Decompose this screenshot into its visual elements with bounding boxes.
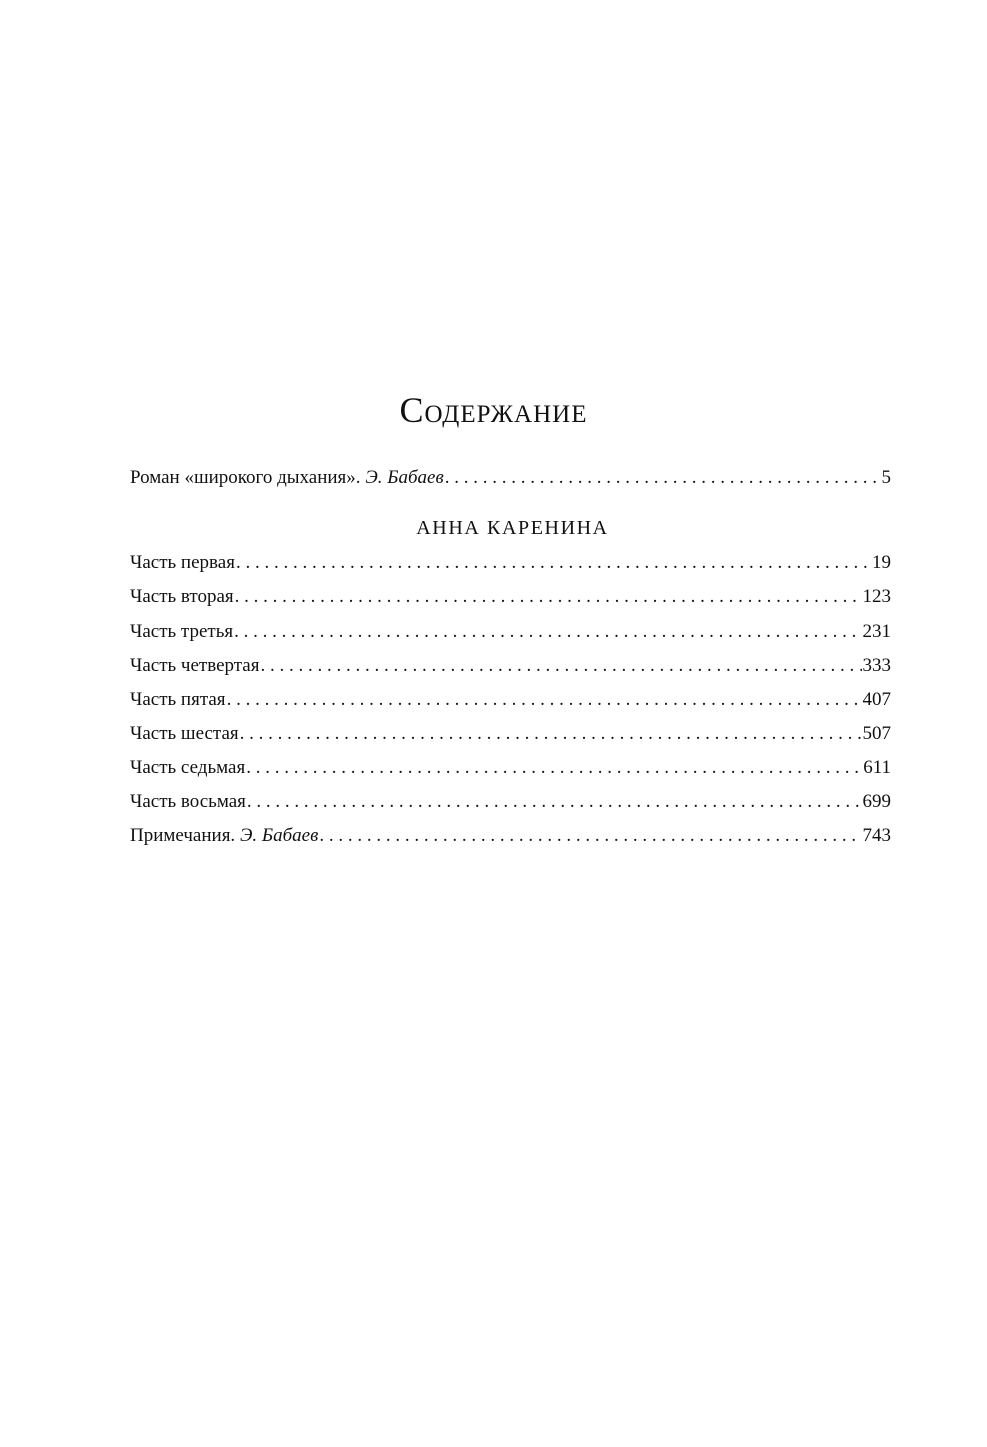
toc-entry-author: Э. Бабаев <box>239 825 319 846</box>
toc-entry-label: Часть первая <box>130 552 235 573</box>
toc-entry-intro[interactable] <box>130 465 891 491</box>
dot-leader <box>240 721 862 747</box>
toc-entry-label: Часть шестая <box>130 723 239 744</box>
dot-leader <box>234 619 861 645</box>
dot-leader <box>260 653 861 679</box>
toc-entry-page: 743 <box>862 825 891 846</box>
toc-entry-title: Примечания. <box>130 825 236 846</box>
dot-leader <box>236 550 871 576</box>
dot-leader <box>246 755 862 781</box>
toc-entry-part-8[interactable] <box>130 789 891 815</box>
toc-entry-label: Часть седьмая <box>130 757 246 778</box>
toc-entry-page: 5 <box>881 467 891 488</box>
toc-entry-notes[interactable] <box>130 823 891 849</box>
toc-entry-page: 507 <box>862 723 891 744</box>
toc-entry-page: 231 <box>862 621 891 642</box>
toc-entry-page: 611 <box>863 757 891 778</box>
toc-entry-author: Э. Бабаев <box>365 467 444 488</box>
toc-entry-part-7[interactable] <box>130 755 891 781</box>
toc-entry-part-6[interactable] <box>130 721 891 747</box>
toc-entry-part-1[interactable] <box>130 550 891 576</box>
toc-entry-part-2[interactable] <box>130 584 891 610</box>
page-title: Содержание <box>399 390 588 430</box>
dot-leader <box>235 584 862 610</box>
dot-leader <box>247 789 862 815</box>
toc-entry-page: 407 <box>862 689 891 710</box>
toc-entry-part-5[interactable] <box>130 687 891 713</box>
toc-entry-label: Часть вторая <box>130 586 234 607</box>
toc-entry-part-3[interactable] <box>130 619 891 645</box>
dot-leader <box>227 687 862 713</box>
section-heading: АННА КАРЕНИНА <box>416 517 609 539</box>
toc-entry-page: 19 <box>872 552 891 573</box>
toc-entry-part-4[interactable] <box>130 653 891 679</box>
toc-entry-title: Роман «широкого дыхания». <box>130 467 361 488</box>
toc-entry-label: Часть третья <box>130 621 234 642</box>
toc-entry-page: 333 <box>862 655 891 676</box>
toc-entry-label <box>130 823 318 849</box>
toc-entry-page: 699 <box>862 791 891 812</box>
dot-leader <box>445 465 881 491</box>
toc-entry-page: 123 <box>862 586 891 607</box>
dot-leader <box>319 823 861 849</box>
toc-entry-label <box>130 465 444 491</box>
toc-entry-label: Часть пятая <box>130 689 226 710</box>
toc-entry-label: Часть восьмая <box>130 791 246 812</box>
toc-entry-label: Часть четвертая <box>130 655 260 676</box>
